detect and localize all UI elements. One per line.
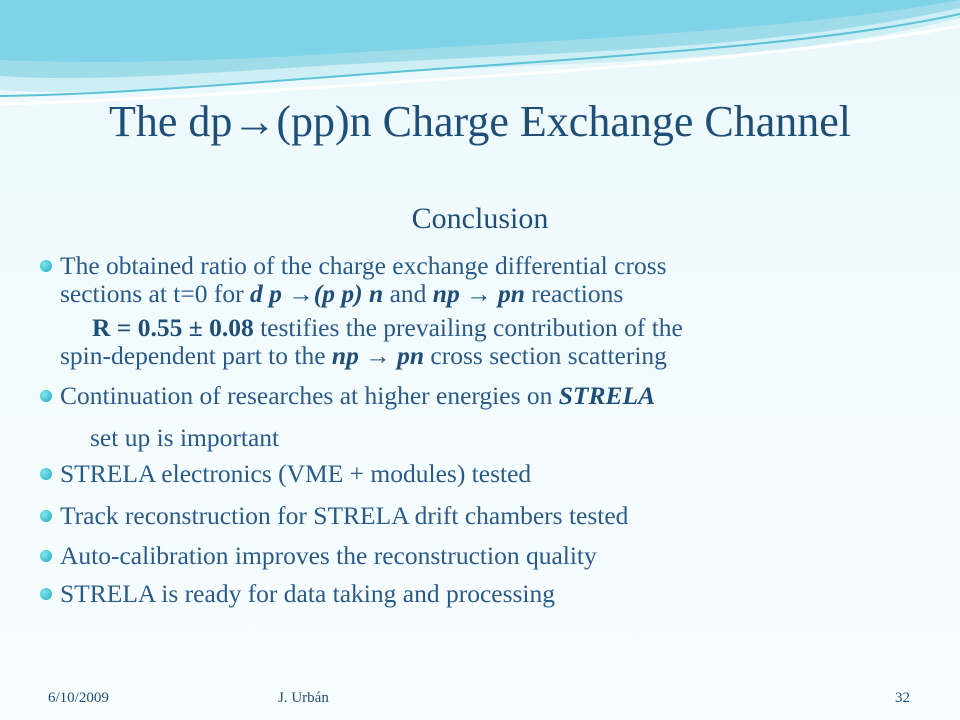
bullet-text-line: set up is important — [90, 423, 280, 452]
reaction-term: np → pn — [432, 279, 525, 308]
text-span: Continuation of researches at higher energies on — [60, 381, 559, 410]
text-span: testifies the prevailing contribution of the — [253, 313, 683, 342]
bullet-icon — [40, 550, 52, 562]
footer-author: J. Urbán — [278, 690, 329, 706]
bullet-item-auto-calibration — [60, 542, 890, 570]
slide-subtitle: Conclusion — [411, 202, 549, 235]
bullet-text-line: Auto-calibration improves the reconstruction quality — [60, 541, 597, 570]
footer-page-number: 32 — [895, 690, 910, 706]
bullet-item-continuation — [60, 382, 890, 452]
bullet-icon — [40, 390, 52, 402]
text-span: and — [383, 279, 433, 308]
bullet-text-line: Track reconstruction for STRELA drift chambers tested — [60, 501, 629, 530]
text-span: cross section scattering — [424, 341, 667, 370]
text-span: spin-dependent part to the — [60, 341, 332, 370]
bullet-item-track-reconstruction — [60, 502, 890, 530]
reaction-term: d p →(p p) n — [250, 279, 384, 308]
slide-title: The dp→(pp)n Charge Exchange Channel — [108, 97, 852, 146]
bullet-text-line: STRELA electronics (VME + modules) tested — [60, 459, 532, 488]
strela-emphasis: STRELA — [558, 381, 656, 410]
reaction-term: np → pn — [331, 341, 425, 370]
bullet-text-line: The obtained ratio of the charge exchange differential cross — [60, 251, 667, 280]
bullet-icon — [40, 468, 52, 480]
ratio-value: R = 0.55 ± 0.08 — [92, 313, 254, 342]
bullet-text-line: STRELA is ready for data taking and processing — [60, 579, 556, 608]
footer-date: 6/10/2009 — [48, 690, 109, 706]
bullet-icon — [40, 588, 52, 600]
bullet-text-line — [60, 314, 890, 342]
bullet-text-line — [60, 342, 890, 370]
bullet-item-electronics — [60, 460, 890, 488]
bullet-icon — [40, 260, 52, 272]
bullet-icon — [40, 510, 52, 522]
bullet-item-ratio — [60, 252, 890, 370]
text-span: reactions — [524, 279, 624, 308]
bullet-text-line — [60, 280, 890, 308]
bullet-text-line — [60, 382, 890, 410]
decorative-waves — [0, 0, 960, 110]
text-span: sections at t=0 for — [60, 279, 251, 308]
bullet-item-ready — [60, 580, 890, 608]
